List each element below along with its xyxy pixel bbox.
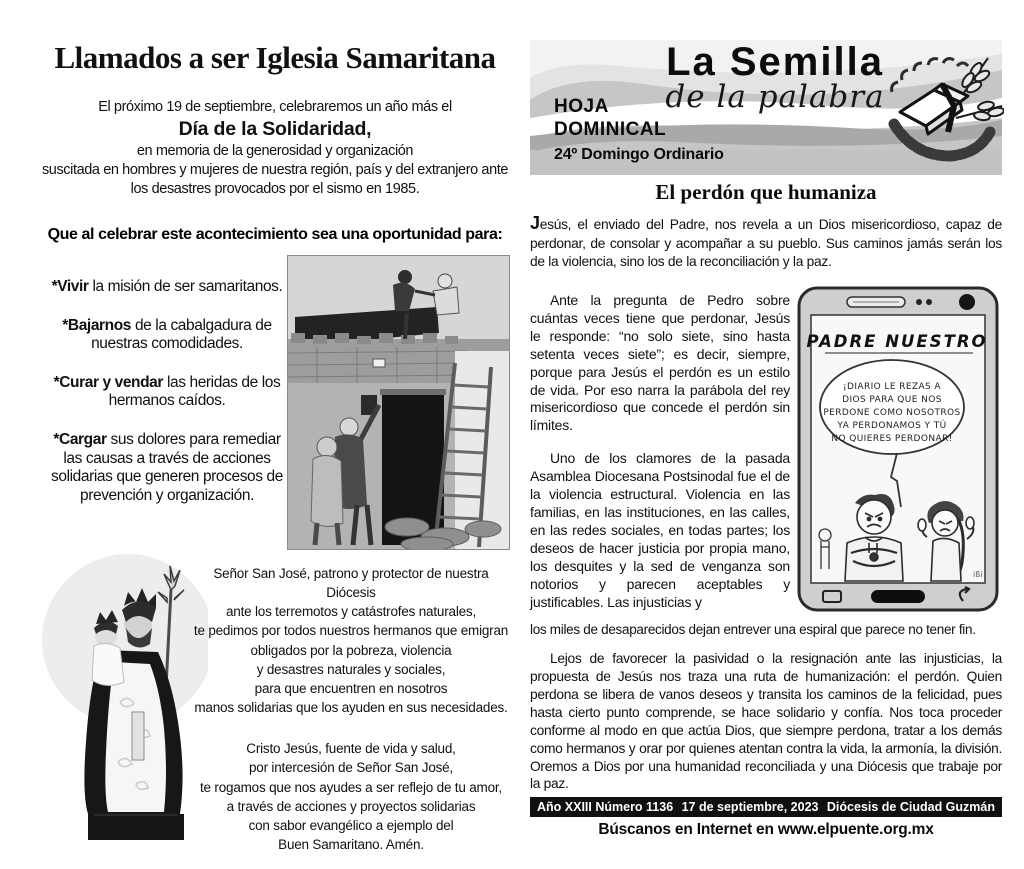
article-paragraph-3: Uno de los clamores de la pasada Asamblea Diocesana Postsinodal fue el de la violencia estructural. Violencia en las familias, en las instituciones, en las calles, en las redes sociales, en todas partes; los deseos de hacer justicia por propia mano, los desquites y la sed de venganza son notorios y parecen aceptables y justificables. Las injusticias y — [530, 450, 790, 610]
intro-line: los desastres provocados por el sismo en 1985. — [130, 180, 420, 197]
sunday-ordinal-label: 24º Domingo Ordinario — [554, 146, 724, 163]
prayer-cristo-jesus: Cristo Jesús, fuente de vida y salud, por intercesión de Señor San José, te rogamos que nos ayudes a ser reflejo de tu amor, a través de acciones y proyectos solidarias con sabor evangélico a ejemplo del Buen Samaritano. Amén. — [200, 741, 502, 853]
list-item: *Bajarnos de la cabalgadura de nuestras comodidades. — [62, 316, 272, 353]
hoja-dominical-label: HOJA DOMINICAL — [554, 96, 667, 140]
article-paragraph-1: Jesús, el enviado del Padre, nos revela a un Dios misericordioso, capaz de perdonar, de consolar y acompañar a su pueblo. Sus caminos jamás serán los de la violencia, sino los de la reconciliación y la paz. — [530, 213, 1002, 270]
cartoonist-signature: ißi — [973, 570, 983, 579]
edition-number: Año XXIII Número 1136 — [537, 800, 674, 814]
left-page — [40, 40, 510, 853]
svg-text:NO QUIERES PERDONAR!: NO QUIERES PERDONAR! — [831, 434, 953, 444]
phone-padre-nuestro-cartoon — [795, 285, 1002, 615]
masthead-banner — [530, 40, 1002, 175]
article-paragraph-4: Lejos de favorecer la pasividad o la resignación ante las injusticias, la propuesta de Jesús nos traza una ruta de humanización: el perdón. Quien perdona se libera de vanos deseos y transita los caminos de la felicidad, pues hasta cierto punto comprende, se hace solidario y confía. Nos toca proceder conforme al modo en que actúa Dios, que siempre perdona, tratar a los demás como hermanos y orar por quienes atentan contra la vida, la armonía, la división. Oremos a Dios por una humanidad reconciliada y una Diócesis que trabaje por la paz. — [530, 651, 1002, 792]
svg-text:¡DIARIO LE REZAS A: ¡DIARIO LE REZAS A — [843, 382, 941, 392]
prayer-san-jose: Señor San José, patrono y protector de nuestra Diócesis ante los terremotos y catástrofes naturales, te pedimos por todos nuestros hermanos que emigran obligados por la pobreza, violencia y desastres naturales y sociales, para que encuentren en nosotros manos solidarias que los ayuden en sus necesidades. — [193, 566, 509, 716]
earthquake-reconstruction-photo — [287, 255, 510, 550]
phone-camera — [959, 294, 975, 310]
page-title: Llamados a ser Iglesia Samaritana — [54, 40, 496, 75]
diocese-name: Diócesis de Ciudad Guzmán — [826, 800, 995, 814]
drop-cap: J — [530, 213, 540, 233]
list-item: *Curar y vendar las heridas de los hermanos caídos. — [53, 373, 281, 410]
list-subhead: Que al celebrar este acontecimiento sea una oportunidad para: — [47, 226, 503, 243]
list-item: *Cargar sus dolores para remediar las causas a través de acciones solidarias que generen procesos de prevención y organización. — [51, 430, 283, 504]
article-paragraph-2: Ante la pregunta de Pedro sobre cuántas veces tiene que perdonar, Jesús le responde: “no solo siete, sino hasta setenta veces siete”; es decir, siempre, porque para Jesús el perdón es un estilo de vida. Por eso narra la parábola del rey misericordioso que concede el perdón sin límites. — [530, 292, 790, 434]
svg-text:PERDONE COMO NOSOTROS: PERDONE COMO NOSOTROS — [823, 408, 961, 418]
edition-date: 17 de septiembre, 2023 — [681, 800, 819, 814]
list-item: *Vivir la misión de ser samaritanos. — [51, 278, 283, 295]
solidarity-day-title: Día de la Solidaridad, — [178, 117, 372, 140]
san-jose-statue-photo — [40, 532, 208, 850]
website-line: Búscanos en Internet en www.elpuente.org.mx — [598, 821, 934, 838]
intro-line: en memoria de la generosidad y organización — [136, 143, 414, 160]
intro-line: El próximo 19 de septiembre, celebraremos un año más el — [98, 99, 452, 115]
intro-paragraph — [40, 98, 510, 199]
masthead-subtitle: de la palabra — [665, 79, 885, 115]
masthead-title: La Semilla — [666, 40, 884, 84]
opportunity-list — [46, 278, 288, 525]
svg-text:DIOS PARA QUE NOS: DIOS PARA QUE NOS — [842, 395, 942, 405]
intro-line: suscitada en hombres y mujeres de nuestra región, país y del extranjero ante — [41, 162, 509, 179]
article-left-column — [530, 292, 790, 626]
edition-footer-bar — [530, 797, 1002, 817]
open-book-wheat-icon — [864, 40, 1004, 178]
cartoon-title: PADRE NUESTRO — [806, 332, 988, 351]
svg-text:YA PERDONAMOS Y TÚ: YA PERDONAMOS Y TÚ — [837, 421, 947, 431]
phone-home-button — [871, 590, 925, 603]
article-title: El perdón que humaniza — [655, 180, 877, 204]
article-paragraph-3-continuation: los miles de desaparecidos dejan entrever una espiral que parece no tener fin. — [530, 622, 976, 637]
prayer-text — [192, 564, 510, 854]
right-page — [530, 40, 1002, 845]
